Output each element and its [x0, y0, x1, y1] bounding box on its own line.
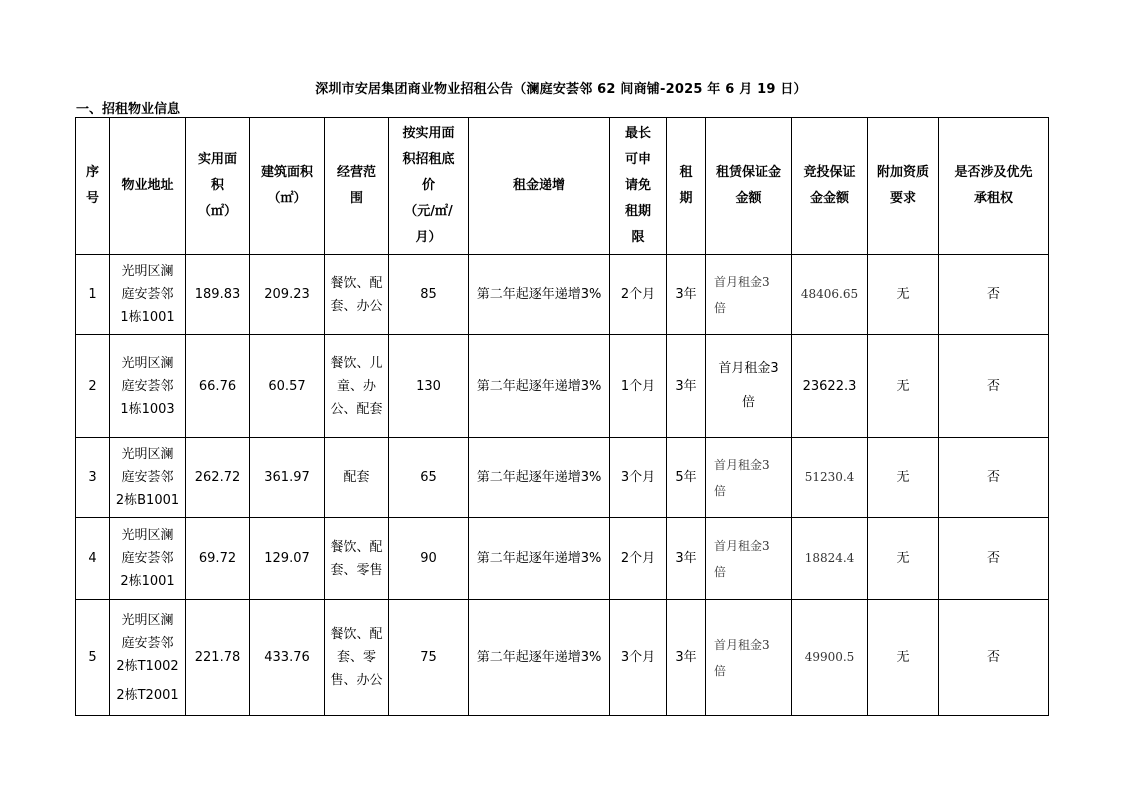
cell-scope-line: 售、办公	[330, 673, 383, 688]
cell-seq: 2	[76, 335, 110, 438]
cell-bid-deposit: 23622.3	[792, 335, 868, 438]
document-title: 深圳市安居集团商业物业招租公告（澜庭安荟邻 62 间商铺-2025 年 6 月 19 日）	[315, 82, 807, 97]
table-header-row	[76, 118, 1049, 255]
header-line: 价	[421, 178, 435, 193]
cell-scope-line: 公、配套	[330, 401, 383, 417]
cell-usable-area: 221.78	[186, 600, 250, 716]
cell-scope	[325, 335, 389, 438]
cell-scope-line: 餐饮、配	[330, 275, 383, 291]
cell-address-line: 光明区澜	[121, 355, 174, 371]
cell-free-period: 2个月	[610, 518, 667, 600]
cell-lease-deposit	[706, 518, 792, 600]
cell-scope	[325, 438, 389, 518]
header-line: 期	[679, 191, 693, 206]
header-line: 租	[679, 165, 693, 180]
cell-lease-deposit-line: 倍	[714, 564, 727, 579]
cell-usable-area: 262.72	[186, 438, 250, 518]
cell-qualification: 无	[868, 438, 939, 518]
cell-address	[110, 255, 186, 335]
cell-free-period: 2个月	[610, 255, 667, 335]
table-body	[76, 255, 1049, 716]
header-line: 承租权	[973, 191, 1013, 206]
header-line: 按实用面	[402, 126, 455, 141]
header-line: 竞投保证	[803, 165, 856, 180]
cell-priority: 否	[939, 255, 1049, 335]
header-line: 月）	[415, 230, 442, 245]
header-bid-deposit	[792, 118, 868, 255]
cell-bid-deposit: 49900.5	[792, 600, 868, 716]
header-priority	[939, 118, 1049, 255]
cell-lease-term: 3年	[667, 600, 706, 716]
cell-address-line: 庭安荟邻	[121, 635, 174, 651]
cell-building-area: 361.97	[250, 438, 325, 518]
table-row	[76, 600, 1049, 716]
cell-lease-deposit-line: 倍	[714, 663, 727, 678]
cell-lease-deposit-line: 首月租金3	[714, 457, 770, 472]
header-line: 号	[85, 191, 99, 206]
cell-address-line: 1栋1001	[120, 310, 175, 325]
header-line: 可申	[624, 152, 651, 167]
header-line: 租期	[624, 204, 651, 219]
cell-lease-deposit-line: 倍	[741, 395, 755, 410]
table-row	[76, 518, 1049, 600]
cell-address	[110, 518, 186, 600]
cell-scope-line: 套、零	[336, 650, 376, 665]
header-usable-area	[186, 118, 250, 255]
cell-seq: 3	[76, 438, 110, 518]
header-line: 要求	[889, 191, 916, 206]
cell-priority: 否	[939, 518, 1049, 600]
cell-usable-area: 189.83	[186, 255, 250, 335]
cell-scope-line: 套、办公	[330, 298, 383, 314]
cell-lease-term: 3年	[667, 335, 706, 438]
cell-scope-line: 套、零售	[330, 562, 383, 578]
cell-bid-deposit: 51230.4	[792, 438, 868, 518]
cell-scope-line: 餐饮、配	[330, 627, 383, 642]
header-qualification	[868, 118, 939, 255]
cell-qualification: 无	[868, 600, 939, 716]
cell-usable-area: 66.76	[186, 335, 250, 438]
cell-scope-line: 餐饮、儿	[330, 355, 383, 371]
cell-free-period: 3个月	[610, 438, 667, 518]
header-line: （㎡）	[267, 191, 307, 206]
header-line: 租金递增	[512, 178, 565, 193]
cell-lease-term: 3年	[667, 518, 706, 600]
cell-address-line: 2栋1001	[120, 574, 175, 589]
header-line: （元/㎡/	[404, 204, 453, 219]
cell-seq: 4	[76, 518, 110, 600]
header-line: 围	[349, 191, 363, 206]
cell-lease-deposit	[706, 438, 792, 518]
header-line: 请免	[624, 178, 651, 193]
header-building-area	[250, 118, 325, 255]
cell-address-line: 庭安荟邻	[121, 551, 174, 566]
cell-lease-deposit-line: 首月租金3	[714, 637, 770, 652]
cell-address-line: 庭安荟邻	[121, 378, 174, 394]
header-line: 积招租底	[402, 152, 455, 167]
header-line: 租赁保证金	[715, 165, 781, 180]
cell-base-price: 90	[389, 518, 469, 600]
cell-base-price: 130	[389, 335, 469, 438]
cell-address-line: 光明区澜	[121, 612, 174, 628]
cell-lease-deposit-line: 倍	[714, 483, 727, 498]
cell-scope-line: 餐饮、配	[330, 539, 383, 555]
cell-lease-term: 3年	[667, 255, 706, 335]
header-line: 最长	[624, 126, 651, 141]
cell-qualification: 无	[868, 518, 939, 600]
rental-property-table	[75, 117, 1049, 716]
cell-scope-line: 配套	[343, 470, 370, 485]
cell-priority: 否	[939, 600, 1049, 716]
cell-lease-deposit-line: 倍	[714, 300, 727, 315]
header-lease-deposit	[706, 118, 792, 255]
header-line: （㎡）	[197, 204, 237, 219]
header-lease-term	[667, 118, 706, 255]
cell-lease-deposit	[706, 335, 792, 438]
cell-building-area: 60.57	[250, 335, 325, 438]
header-line: 金额	[735, 191, 762, 206]
cell-escalation: 第二年起逐年递增3%	[469, 518, 610, 600]
header-scope	[325, 118, 389, 255]
cell-address-line: 光明区澜	[121, 528, 174, 543]
cell-address-line: 2栋T2001	[116, 687, 179, 703]
cell-lease-deposit-line: 首月租金3	[718, 361, 779, 376]
cell-priority: 否	[939, 438, 1049, 518]
table-row	[76, 335, 1049, 438]
cell-base-price: 75	[389, 600, 469, 716]
table-row	[76, 438, 1049, 518]
cell-bid-deposit: 18824.4	[792, 518, 868, 600]
cell-free-period: 1个月	[610, 335, 667, 438]
cell-address-line: 庭安荟邻	[121, 470, 174, 485]
cell-address	[110, 438, 186, 518]
cell-seq: 1	[76, 255, 110, 335]
cell-base-price: 65	[389, 438, 469, 518]
cell-address-line: 光明区澜	[121, 264, 174, 279]
cell-address-line: 2栋T1002	[116, 658, 179, 674]
cell-escalation: 第二年起逐年递增3%	[469, 438, 610, 518]
header-line: 物业地址	[121, 178, 174, 193]
cell-address	[110, 600, 186, 716]
cell-address-line: 光明区澜	[121, 447, 174, 462]
header-line: 序	[85, 165, 99, 180]
cell-usable-area: 69.72	[186, 518, 250, 600]
header-line: 实用面	[197, 152, 237, 167]
cell-lease-deposit-line: 首月租金3	[714, 538, 770, 553]
header-line: 附加资质	[876, 165, 929, 180]
cell-escalation: 第二年起逐年递增3%	[469, 600, 610, 716]
cell-lease-deposit	[706, 600, 792, 716]
cell-scope	[325, 600, 389, 716]
cell-lease-deposit-line: 首月租金3	[714, 274, 770, 289]
cell-building-area: 209.23	[250, 255, 325, 335]
cell-seq: 5	[76, 600, 110, 716]
table-row	[76, 255, 1049, 335]
header-line: 金金额	[809, 191, 849, 206]
header-line: 积	[210, 178, 224, 193]
cell-escalation: 第二年起逐年递增3%	[469, 255, 610, 335]
header-seq	[76, 118, 110, 255]
cell-scope-line: 童、办	[336, 378, 376, 394]
cell-address-line: 1栋1003	[120, 401, 175, 417]
cell-escalation: 第二年起逐年递增3%	[469, 335, 610, 438]
header-escalation	[469, 118, 610, 255]
section-heading: 一、招租物业信息	[76, 102, 181, 117]
header-line: 建筑面积	[260, 165, 313, 180]
header-line: 经营范	[336, 165, 376, 180]
header-address	[110, 118, 186, 255]
cell-building-area: 433.76	[250, 600, 325, 716]
cell-lease-deposit	[706, 255, 792, 335]
cell-scope	[325, 255, 389, 335]
cell-lease-term: 5年	[667, 438, 706, 518]
cell-base-price: 85	[389, 255, 469, 335]
cell-scope	[325, 518, 389, 600]
cell-bid-deposit: 48406.65	[792, 255, 868, 335]
cell-address-line: 2栋B1001	[115, 493, 180, 508]
header-line: 限	[631, 230, 645, 245]
cell-address-line: 庭安荟邻	[121, 287, 174, 302]
cell-address	[110, 335, 186, 438]
header-line: 是否涉及优先	[954, 165, 1033, 180]
header-base-price	[389, 118, 469, 255]
cell-qualification: 无	[868, 255, 939, 335]
header-free-period	[610, 118, 667, 255]
cell-building-area: 129.07	[250, 518, 325, 600]
cell-free-period: 3个月	[610, 600, 667, 716]
cell-qualification: 无	[868, 335, 939, 438]
cell-priority: 否	[939, 335, 1049, 438]
